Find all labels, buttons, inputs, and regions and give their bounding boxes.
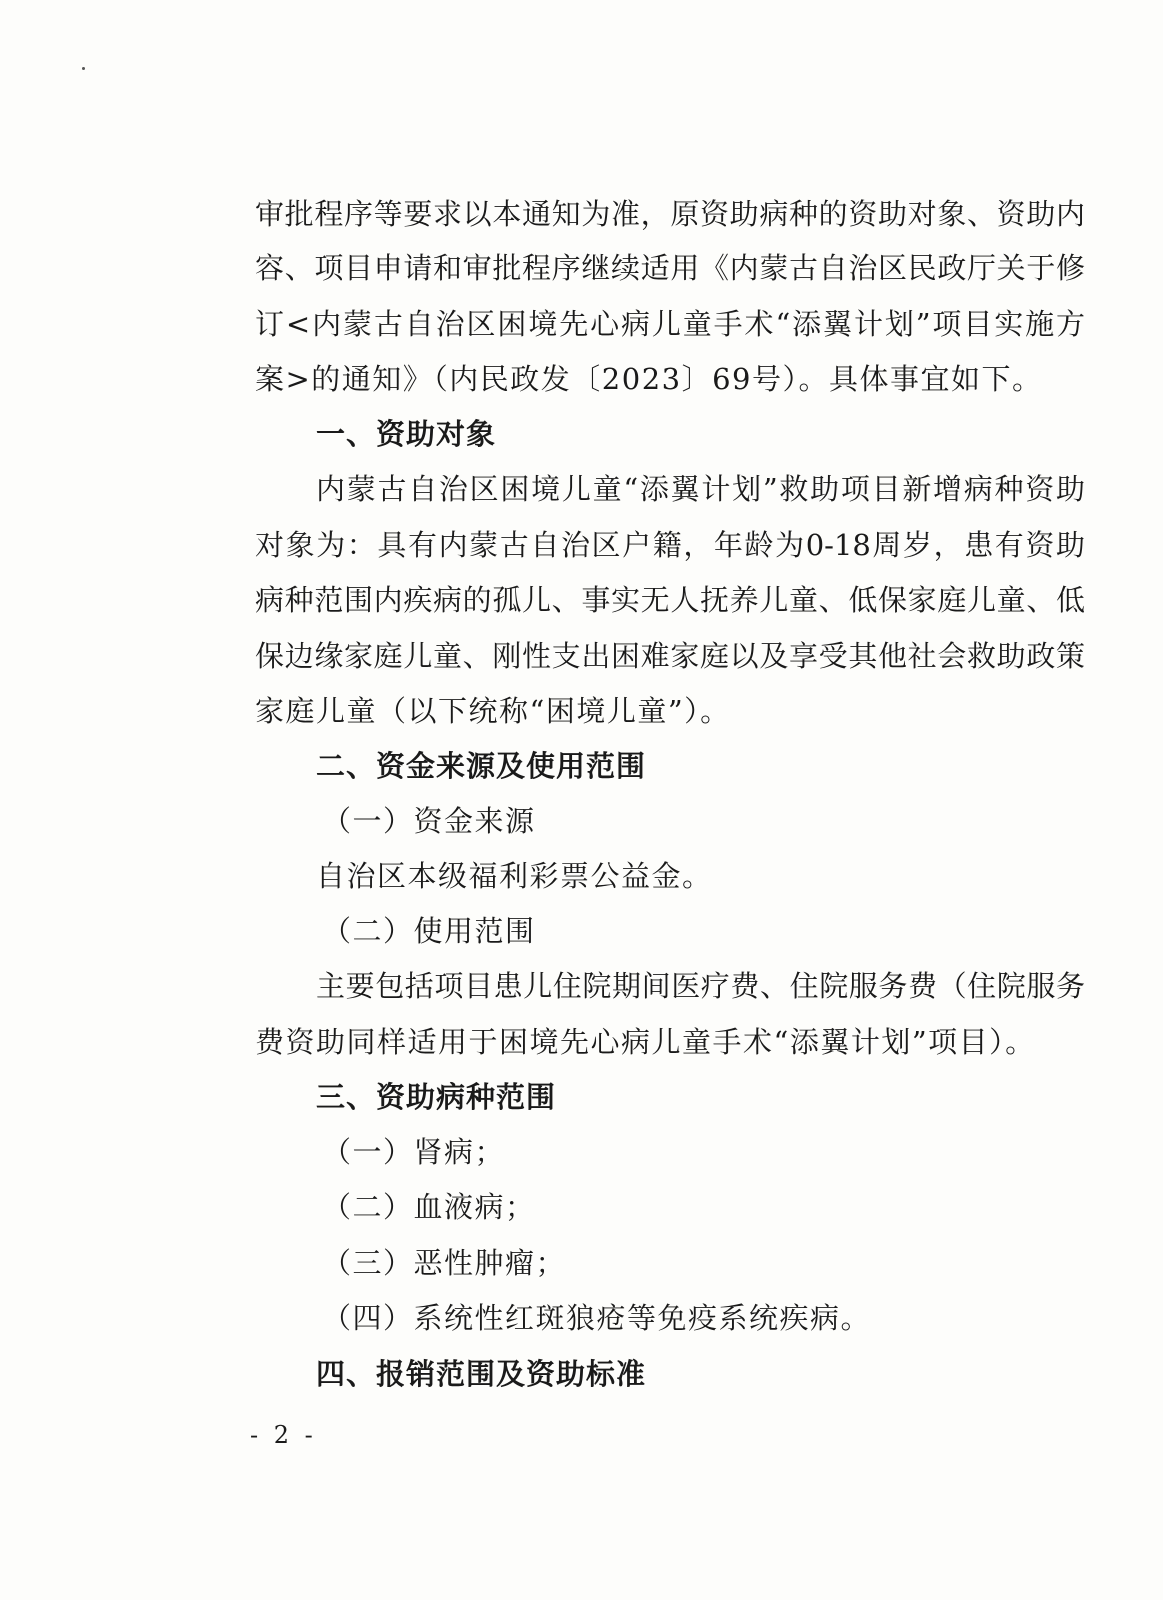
- section-heading: 四、报销范围及资助标准: [316, 1357, 647, 1391]
- scan-speck: [82, 67, 85, 70]
- page-number: - 2 -: [250, 1421, 317, 1449]
- body-text-line: 主要包括项目患儿住院期间医疗费、住院服务费（住院服务: [316, 969, 1085, 1003]
- body-text-line: 审批程序等要求以本通知为准，原资助病种的资助对象、资助内: [255, 197, 1085, 231]
- subsection-line: （一）资金来源: [322, 804, 536, 838]
- body-text-line: 容、项目申请和审批程序继续适用《内蒙古自治区民政厅关于修: [255, 251, 1085, 285]
- body-text-line: 订<内蒙古自治区困境先心病儿童手术“添翼计划”项目实施方: [255, 307, 1085, 341]
- section-heading: 一、资助对象: [316, 417, 497, 451]
- section-heading: 二、资金来源及使用范围: [316, 749, 647, 783]
- body-text-line: 病种范围内疾病的孤儿、事实无人抚养儿童、低保家庭儿童、低: [255, 583, 1085, 617]
- body-text-line: 保边缘家庭儿童、刚性支出困难家庭以及享受其他社会救助政策: [255, 639, 1085, 673]
- section-heading: 三、资助病种范围: [316, 1080, 557, 1114]
- body-text-line: 家庭儿童（以下统称“困境儿童”）。: [255, 694, 731, 728]
- subsection-line: （二）使用范围: [322, 914, 536, 948]
- body-text-line: 内蒙古自治区困境儿童“添翼计划”救助项目新增病种资助: [316, 472, 1085, 506]
- subsection-line: （三）恶性肿瘤；: [322, 1246, 567, 1280]
- body-text-line: 案>的通知》（内民政发〔2023〕69号）。具体事宜如下。: [255, 362, 1043, 396]
- body-text-line: 费资助同样适用于困境先心病儿童手术“添翼计划”项目）。: [255, 1025, 1036, 1059]
- body-text-line: 自治区本级福利彩票公益金。: [316, 859, 713, 893]
- body-text-line: 对象为：具有内蒙古自治区户籍，年龄为0-18周岁，患有资助: [255, 528, 1085, 562]
- subsection-line: （二）血液病；: [322, 1190, 536, 1224]
- subsection-line: （一）肾病；: [322, 1135, 506, 1169]
- subsection-line: （四）系统性红斑狼疮等免疫系统疾病。: [322, 1301, 872, 1335]
